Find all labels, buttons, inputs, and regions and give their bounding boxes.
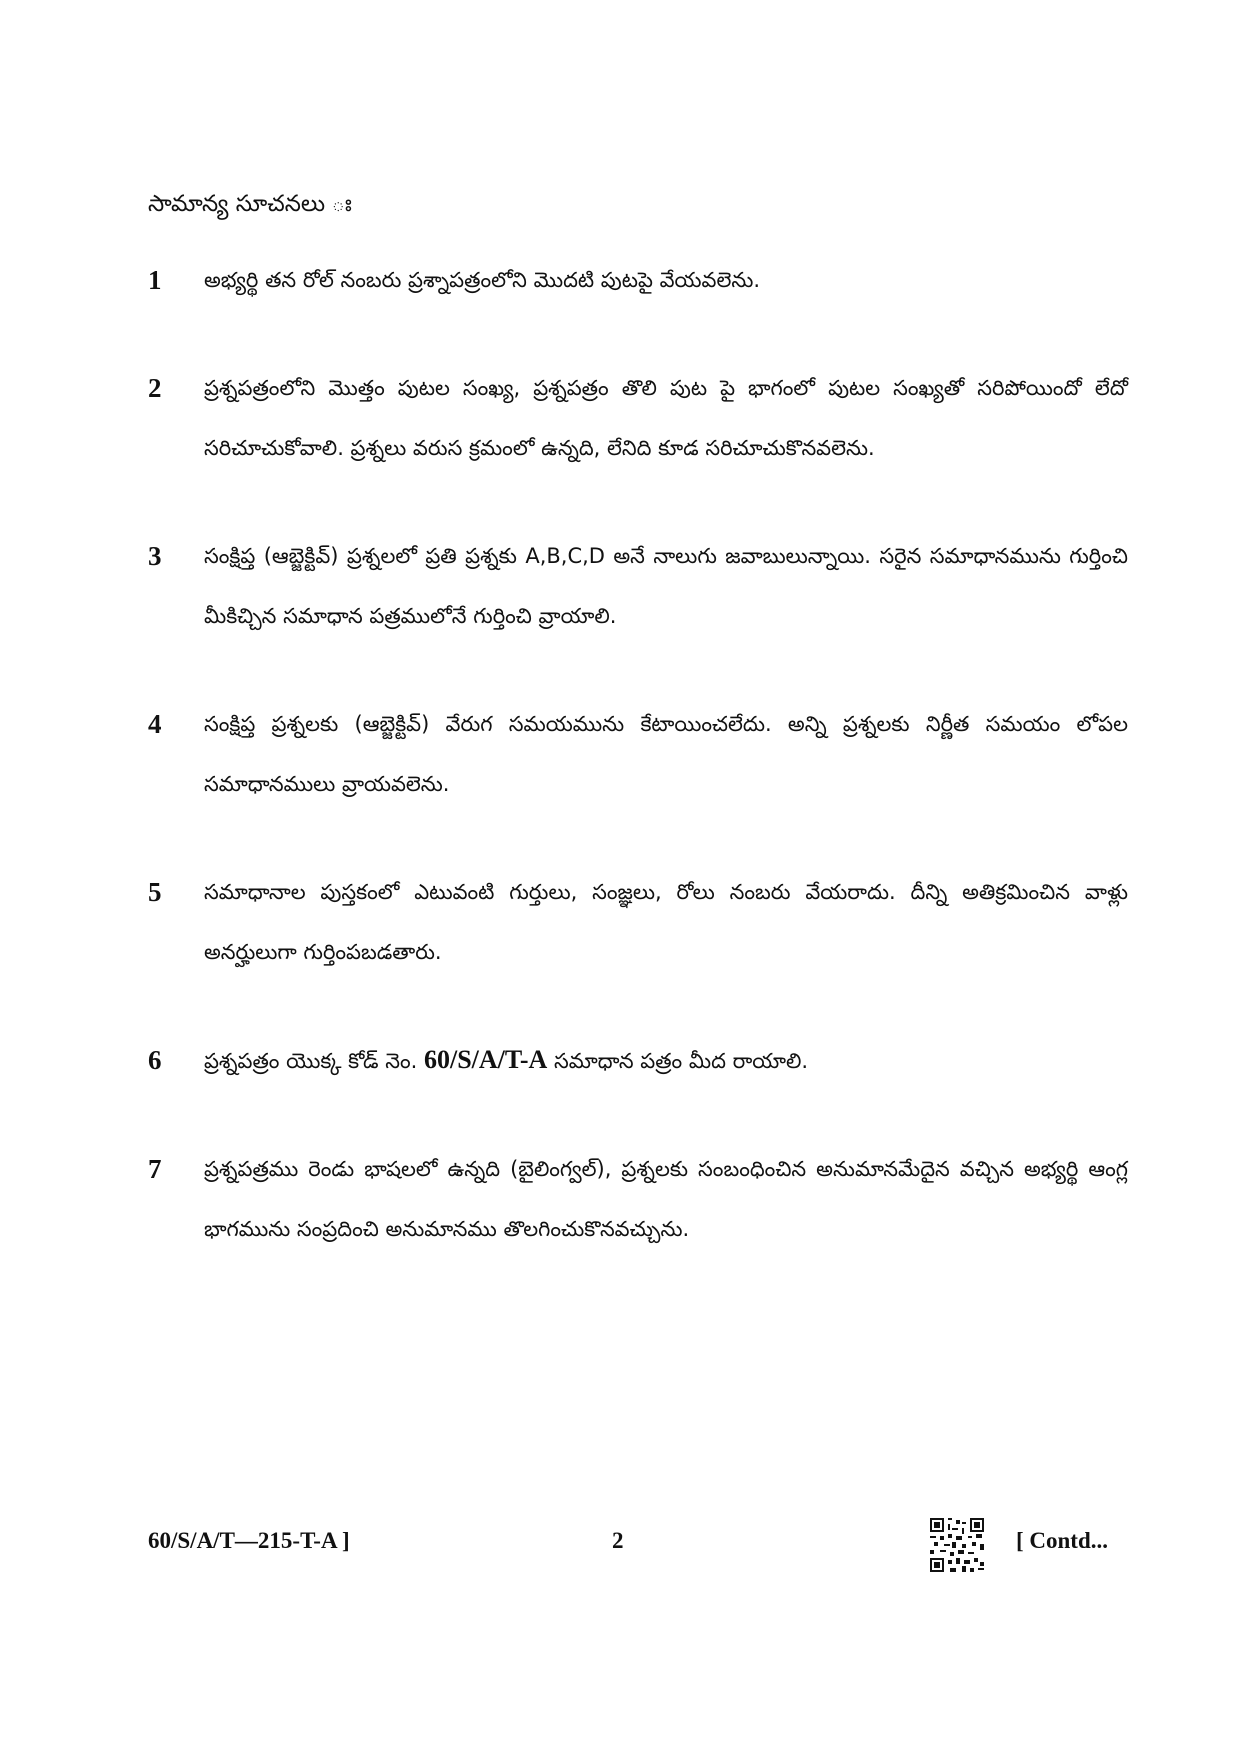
instructions-heading: సామాన్య సూచనలు ః <box>148 191 352 217</box>
instruction-number: 7 <box>148 1154 162 1184</box>
instruction-text: ప్రశ్నపత్రంలోని మొత్తం పుటల సంఖ్య, ప్రశ్నపత్రం తొలి పుట పై భాగంలో పుటల సంఖ్యతో సరిపోయిందో లేదో సరిచూచుకోవాలి. ప్రశ్నలు వరుస క్రమంలో ఉన్నది, లేనిది కూడ సరిచూచుకొనవలెను. <box>204 376 1128 460</box>
instruction-item <box>148 1038 1128 1091</box>
instruction-text <box>204 1030 1128 1091</box>
instruction-number: 6 <box>148 1045 162 1075</box>
instruction-item <box>148 366 1128 478</box>
instruction-item <box>148 534 1128 646</box>
instruction-item <box>148 870 1128 982</box>
instruction-number: 2 <box>148 373 162 403</box>
instruction-item <box>148 258 1128 310</box>
page-number: 2 <box>612 1528 624 1553</box>
instructions-list <box>148 258 1128 1315</box>
instruction-number: 5 <box>148 877 162 907</box>
instruction-number: 3 <box>148 541 162 571</box>
instruction-item <box>148 1147 1128 1259</box>
instruction-text: ప్రశ్నపత్రము రెండు భాషలలో ఉన్నది (బైలింగ్వల్), ప్రశ్నలకు సంబంధించిన అనుమానమేదైన వచ్చిన అభ్యర్థి ఆంగ్ల భాగమును సంప్రదించి అనుమానము తొలగించుకొనవచ్చును. <box>204 1157 1128 1241</box>
instruction-text: సంక్షిప్త ప్రశ్నలకు (ఆబ్జెక్టివ్) వేరుగ సమయమును కేటాయించలేదు. అన్ని ప్రశ్నలకు నిర్ణీత సమయం లోపల సమాధానములు వ్రాయవలెను. <box>204 712 1128 796</box>
instruction-text: సమాధానాల పుస్తకంలో ఎటువంటి గుర్తులు, సంజ్ఞలు, రోలు నంబరు వేయరాదు. దీన్ని అతిక్రమించిన వాళ్లు అనర్హులుగా గుర్తింపబడతారు. <box>204 880 1128 964</box>
continued-label: [ Contd... <box>1016 1528 1109 1553</box>
qr-code-icon <box>930 1518 984 1572</box>
instruction-text: అభ్యర్థి తన రోల్ నంబరు ప్రశ్నాపత్రంలోని మొదటి పుటపై వేయవలెను. <box>204 268 761 292</box>
footer-paper-code: 60/S/A/T—215-T-A ] <box>148 1528 350 1553</box>
instruction-text-after: సమాధాన పత్రం మీద రాయాలి. <box>547 1049 809 1073</box>
instruction-number: 1 <box>148 265 162 295</box>
page-footer <box>0 1528 1240 1568</box>
instruction-item <box>148 702 1128 814</box>
instruction-text: సంక్షిప్త (ఆబ్జెక్టివ్) ప్రశ్నలలో ప్రతి ప్రశ్నకు A,B,C,D అనే నాలుగు జవాబులున్నాయి. సరైన సమాధానమును గుర్తించి మీకిచ్చిన సమాధాన పత్రములోనే గుర్తించి వ్రాయాలి. <box>204 544 1128 628</box>
instruction-text-before: ప్రశ్నపత్రం యొక్క కోడ్ నెం. <box>204 1049 424 1073</box>
question-paper-code: 60/S/A/T-A <box>423 1045 548 1074</box>
instruction-number: 4 <box>148 709 162 739</box>
